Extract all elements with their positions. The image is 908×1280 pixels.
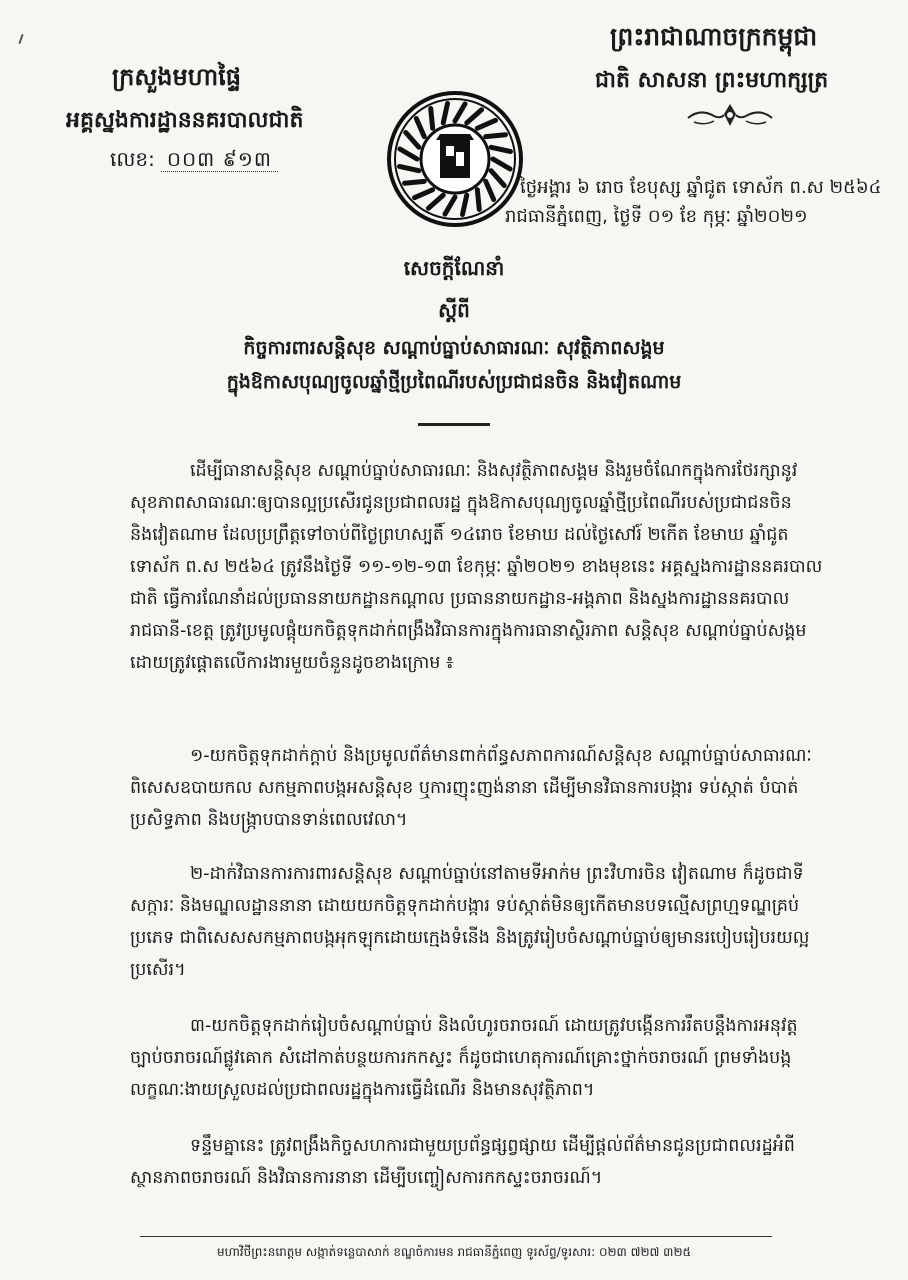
paragraph-point-2: ២-ដាក់វិធានការការពារសន្តិសុខ សណ្តាប់ធ្នាប់នៅតាមទីអាក់ម ព្រះវិហារចិន វៀតណាម ក៏ដូចជាទីសក្ការៈ និងមណ្ឌលដ្ឋាននានា ដោយយកចិត្តទុកដាក់បង្ការ ទប់ស្កាត់មិនឲ្យកើតមានបទល្មើសព្រហ្មទណ្ឌគ្រប់ប្រភេទ ជាពិសេសសកម្មភាពបង្កអុកឡុកដោយក្មេងទំនើង និងត្រូវរៀបចំសណ្តាប់ធ្នាប់ឲ្យមានរបៀបរៀបរយល្អប្រសើរ។ xyxy=(130,864,810,980)
paragraph-closing: ទន្ទឹមគ្នានេះ ត្រូវពង្រឹងកិច្ចសហការជាមួយប្រព័ន្ធផ្សព្វផ្សាយ ដើម្បីផ្តល់ព័ត៌មានជូនប្រជាពលរដ្ឋអំពីស្ថានភាពចរាចរណ៍ និងវិធានការនានា ដើម្បីបញ្ចៀសការកកស្ទះចរាចរណ៍។ xyxy=(130,1136,795,1188)
paragraph-point-1: ១-យកចិត្តទុកដាក់ក្តាប់ និងប្រមូលព័ត៌មានពាក់ព័ន្ធសភាពការណ៍សន្តិសុខ សណ្តាប់ធ្នាប់សាធារណៈ ពិសេសឧបាយកល សកម្មភាពបង្កអសន្តិសុខ ឬការញុះញង់នានា ដើម្បីមានវិធានការបង្ការ ទប់ស្កាត់ បំបាត់ប្រសិទ្ធភាព និងបង្ក្រាបបានទាន់ពេលវេលា។ xyxy=(130,746,812,830)
subject-line-2: ក្នុងឱកាសបុណ្យចូលឆ្នាំថ្មីប្រពៃណីរបស់ប្រជាជនចិន និងវៀតណាម xyxy=(226,371,682,393)
reference-number xyxy=(110,146,278,176)
solar-date: រាជធានីភ្នំពេញ, ថ្ងៃទី ០១ ខែ កុម្ភៈ ឆ្នាំ២០២១ xyxy=(505,206,808,227)
lunar-date: ថ្ងៃអង្គារ ៦ រោច ខែបុស្ស ឆ្នាំជូត ទោស័ក ព.ស ២៥៦៤ xyxy=(520,177,882,198)
about-label: ស្តីពី xyxy=(438,298,470,322)
subject-line-1: កិច្ចការពារសន្តិសុខ សណ្តាប់ធ្នាប់សាធារណៈ សុវត្ថិភាពសង្គម xyxy=(243,337,665,359)
title-divider xyxy=(418,423,490,426)
department-name: អគ្គស្នងការដ្ឋាននគរបាលជាតិ xyxy=(66,108,304,133)
reference-value: ០០៣ ៩១៣ xyxy=(161,147,278,172)
reference-label: លេខ: xyxy=(110,147,155,171)
paragraph-intro: ដើម្បីធានាសន្តិសុខ សណ្តាប់ធ្នាប់សាធារណៈ និងសុវត្ថិភាពសង្គម និងរួមចំណែកក្នុងការថែរក្សានូវសុខភាពសាធារណៈឲ្យបានល្អប្រសើរជូនប្រជាពលរដ្ឋ ក្នុងឱកាសបុណ្យចូលឆ្នាំថ្មីប្រពៃណីរបស់ប្រជាជនចិន និងវៀតណាម ដែលប្រព្រឹត្តទៅចាប់ពីថ្ងៃព្រហស្បតិ៍ ១៤រោច ខែមាឃ ដល់ថ្ងៃសៅរ៍ ២កើត ខែមាឃ ឆ្នាំជូត ទោស័ក ព.ស ២៥៦៤ ត្រូវនឹងថ្ងៃទី ១១-១២-១៣ ខែកុម្ភៈ ឆ្នាំ២០២១ ខាងមុខនេះ អគ្គស្នងការដ្ឋាននគរបាលជាតិ ធ្វើការណែនាំដល់ប្រធាននាយកដ្ឋានកណ្តាល ប្រធាននាយកដ្ឋាន-អង្គភាព និងស្នងការដ្ឋាននគរបាលរាជធានី-ខេត្ត ត្រូវប្រមូលផ្តុំយកចិត្តទុកដាក់ពង្រឹងវិធានការក្នុងការធានាស្ថិរភាព សន្តិសុខ សណ្តាប់ធ្នាប់សង្គម ដោយត្រូវផ្តោតលើការងារមួយចំនួនដូចខាងក្រោម ៖ xyxy=(130,461,823,673)
document-type: សេចក្តីណែនាំ xyxy=(403,256,505,280)
footer-address: មហាវិថីព្រះនរោត្តម សង្កាត់ទន្លេបាសាក់ ខណ្ឌចំការមន រាជធានីភ្នំពេញ ទូរស័ព្ទ/ទូរសារ: ០២៣ ៧២៧ ៣២៥ xyxy=(216,1245,692,1259)
footer-divider xyxy=(140,1236,772,1237)
ornament-icon xyxy=(680,100,780,130)
kingdom-name: ព្រះរាជាណាចក្រកម្ពុជា xyxy=(610,22,818,51)
scan-mark xyxy=(18,34,23,44)
paragraph-point-3: ៣-យកចិត្តទុកដាក់រៀបចំសណ្តាប់ធ្នាប់ និងលំហូរចរាចរណ៍ ដោយត្រូវបង្កើនការរឹតបន្តឹងការអនុវត្តច្បាប់ចរាចរណ៍ផ្លូវគោក សំដៅកាត់បន្ថយការកកស្ទះ ក៏ដូចជាហេតុការណ៍គ្រោះថ្នាក់ចរាចរណ៍ ព្រមទាំងបង្កលក្ខណៈងាយស្រួលដល់ប្រជាពលរដ្ឋក្នុងការធ្វើដំណើរ និងមានសុវត្ថិភាព។ xyxy=(130,1016,798,1100)
national-motto: ជាតិ សាសនា ព្រះមហាក្សត្រ xyxy=(595,68,829,93)
ministry-name: ក្រសួងមហាផ្ទៃ xyxy=(112,63,242,91)
police-seal-icon xyxy=(386,90,524,228)
